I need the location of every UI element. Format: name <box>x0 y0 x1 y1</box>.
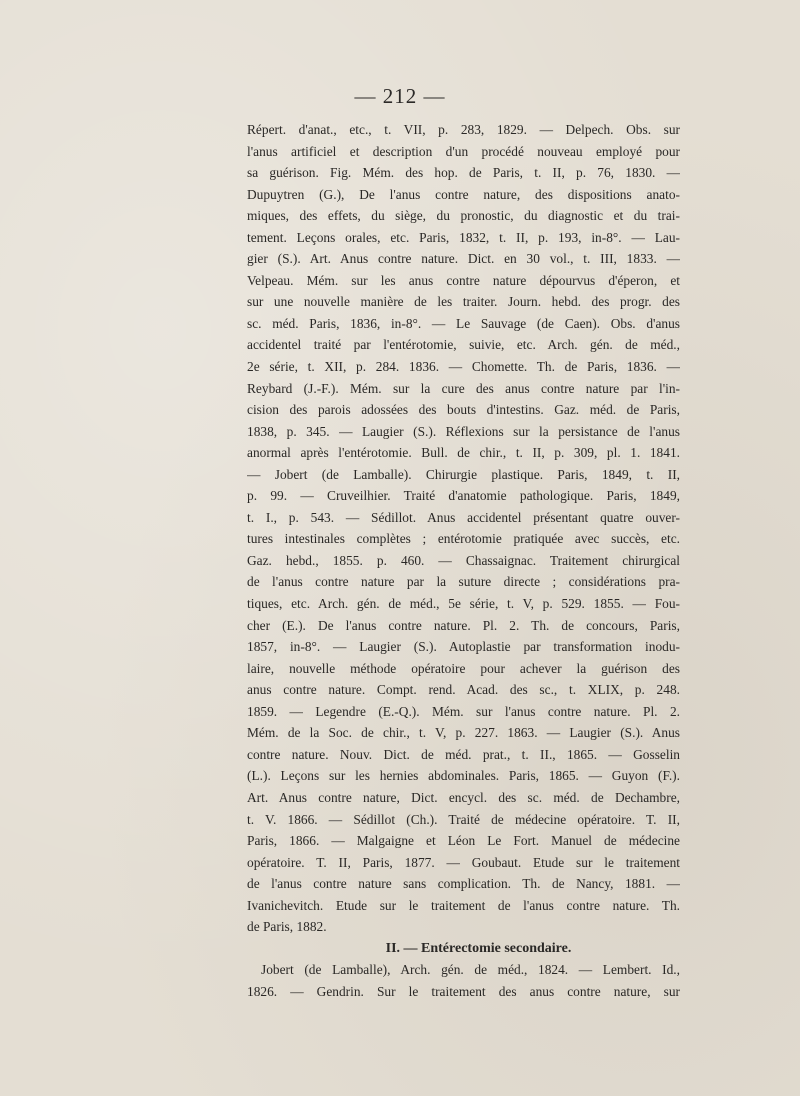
text-line: miques, des effets, du siège, du pronostic, du diagnostic et du trai- <box>247 208 680 224</box>
text-line: Paris, 1866. — Malgaigne et Léon Le Fort. Manuel de médecine <box>247 833 680 849</box>
text-line: anus contre nature. Compt. rend. Acad. des sc., t. XLIX, p. 248. <box>247 682 680 698</box>
text-line: sc. méd. Paris, 1836, in-8°. — Le Sauvage (de Caen). Obs. d'anus <box>247 315 680 331</box>
text-line: Mém. de la Soc. de chir., t. V, p. 227. 1863. — Laugier (S.). Anus <box>247 725 680 741</box>
text-line: sur une nouvelle manière de les traiter. Journ. hebd. des progr. des <box>247 294 680 310</box>
text-line: 1859. — Legendre (E.-Q.). Mém. sur l'anus contre nature. Pl. 2. <box>247 703 680 719</box>
text-line: t. I., p. 543. — Sédillot. Anus accidentel présentant quatre ouver- <box>247 509 680 525</box>
text-line: Art. Anus contre nature, Dict. encycl. des sc. méd. de Dechambre, <box>247 789 680 805</box>
text-line: Jobert (de Lamballe), Arch. gén. de méd., 1824. — Lembert. Id., <box>261 962 680 978</box>
text-line: t. V. 1866. — Sédillot (Ch.). Traité de médecine opératoire. T. II, <box>247 811 680 827</box>
text-line: l'anus artificiel et description d'un procédé nouveau employé pour <box>247 143 680 159</box>
text-line: gier (S.). Art. Anus contre nature. Dict. en 30 vol., t. III, 1833. — <box>247 251 680 267</box>
text-line: sa guérison. Fig. Mém. des hop. de Paris, t. II, p. 76, 1830. — <box>247 165 680 181</box>
text-line: Gaz. hebd., 1855. p. 460. — Chassaignac. Traitement chirurgical <box>247 552 680 568</box>
text-line: laire, nouvelle méthode opératoire pour achever la guérison des <box>247 660 680 676</box>
text-line: — Jobert (de Lamballe). Chirurgie plastique. Paris, 1849, t. II, <box>247 466 680 482</box>
text-line: Velpeau. Mém. sur les anus contre nature dépourvus d'éperon, et <box>247 272 680 288</box>
text-line: accidentel traité par l'entérotomie, suivie, etc. Arch. gén. de méd., <box>247 337 680 353</box>
text-line: 1826. — Gendrin. Sur le traitement des anus contre nature, sur <box>247 983 680 999</box>
text-line: tiques, etc. Arch. gén. de méd., 5e série, t. V, p. 529. 1855. — Fou- <box>247 596 680 612</box>
text-line: tures intestinales complètes ; entérotomie pratiquée avec succès, etc. <box>247 531 680 547</box>
text-line: 1838, p. 345. — Laugier (S.). Réflexions sur la persistance de l'anus <box>247 423 680 439</box>
bibliography-text <box>247 119 680 1002</box>
text-line: Répert. d'anat., etc., t. VII, p. 283, 1829. — Delpech. Obs. sur <box>247 122 680 137</box>
text-line: Dupuytren (G.), De l'anus contre nature, des dispositions anato- <box>247 186 680 202</box>
text-line: Reybard (J.-F.). Mém. sur la cure des anus contre nature par l'in- <box>247 380 680 396</box>
section-heading: II. — Entérectomie secondaire. <box>385 940 572 956</box>
text-line: opératoire. T. II, Paris, 1877. — Goubaut. Etude sur le traitement <box>247 854 680 870</box>
text-line: de l'anus contre nature sans complication. Th. de Nancy, 1881. — <box>247 876 680 892</box>
text-line: p. 99. — Cruveilhier. Traité d'anatomie pathologique. Paris, 1849, <box>247 488 680 504</box>
text-line: anormal après l'entérotomie. Bull. de chir., t. II, p. 309, pl. 1. 1841. <box>247 445 680 461</box>
page-number: — 212 — <box>354 84 446 108</box>
text-line: de l'anus contre nature par la suture directe ; considérations pra- <box>247 574 680 590</box>
text-line: de Paris, 1882. <box>247 919 327 935</box>
text-line: Ivanichevitch. Etude sur le traitement de l'anus contre nature. Th. <box>247 897 680 913</box>
text-line: 1857, in-8°. — Laugier (S.). Autoplastie par transformation inodu- <box>247 639 680 655</box>
text-line: tement. Leçons orales, etc. Paris, 1832, t. II, p. 193, in-8°. — Lau- <box>247 229 680 245</box>
text-line: contre nature. Nouv. Dict. de méd. prat., t. II., 1865. — Gosselin <box>247 746 680 762</box>
text-line: cision des parois adossées des bouts d'intestins. Gaz. méd. de Paris, <box>247 402 680 418</box>
text-line: cher (E.). De l'anus contre nature. Pl. 2. Th. de concours, Paris, <box>247 617 680 633</box>
text-line: (L.). Leçons sur les hernies abdominales. Paris, 1865. — Guyon (F.). <box>247 768 680 784</box>
text-line: 2e série, t. XII, p. 284. 1836. — Chomette. Th. de Paris, 1836. — <box>247 359 680 375</box>
